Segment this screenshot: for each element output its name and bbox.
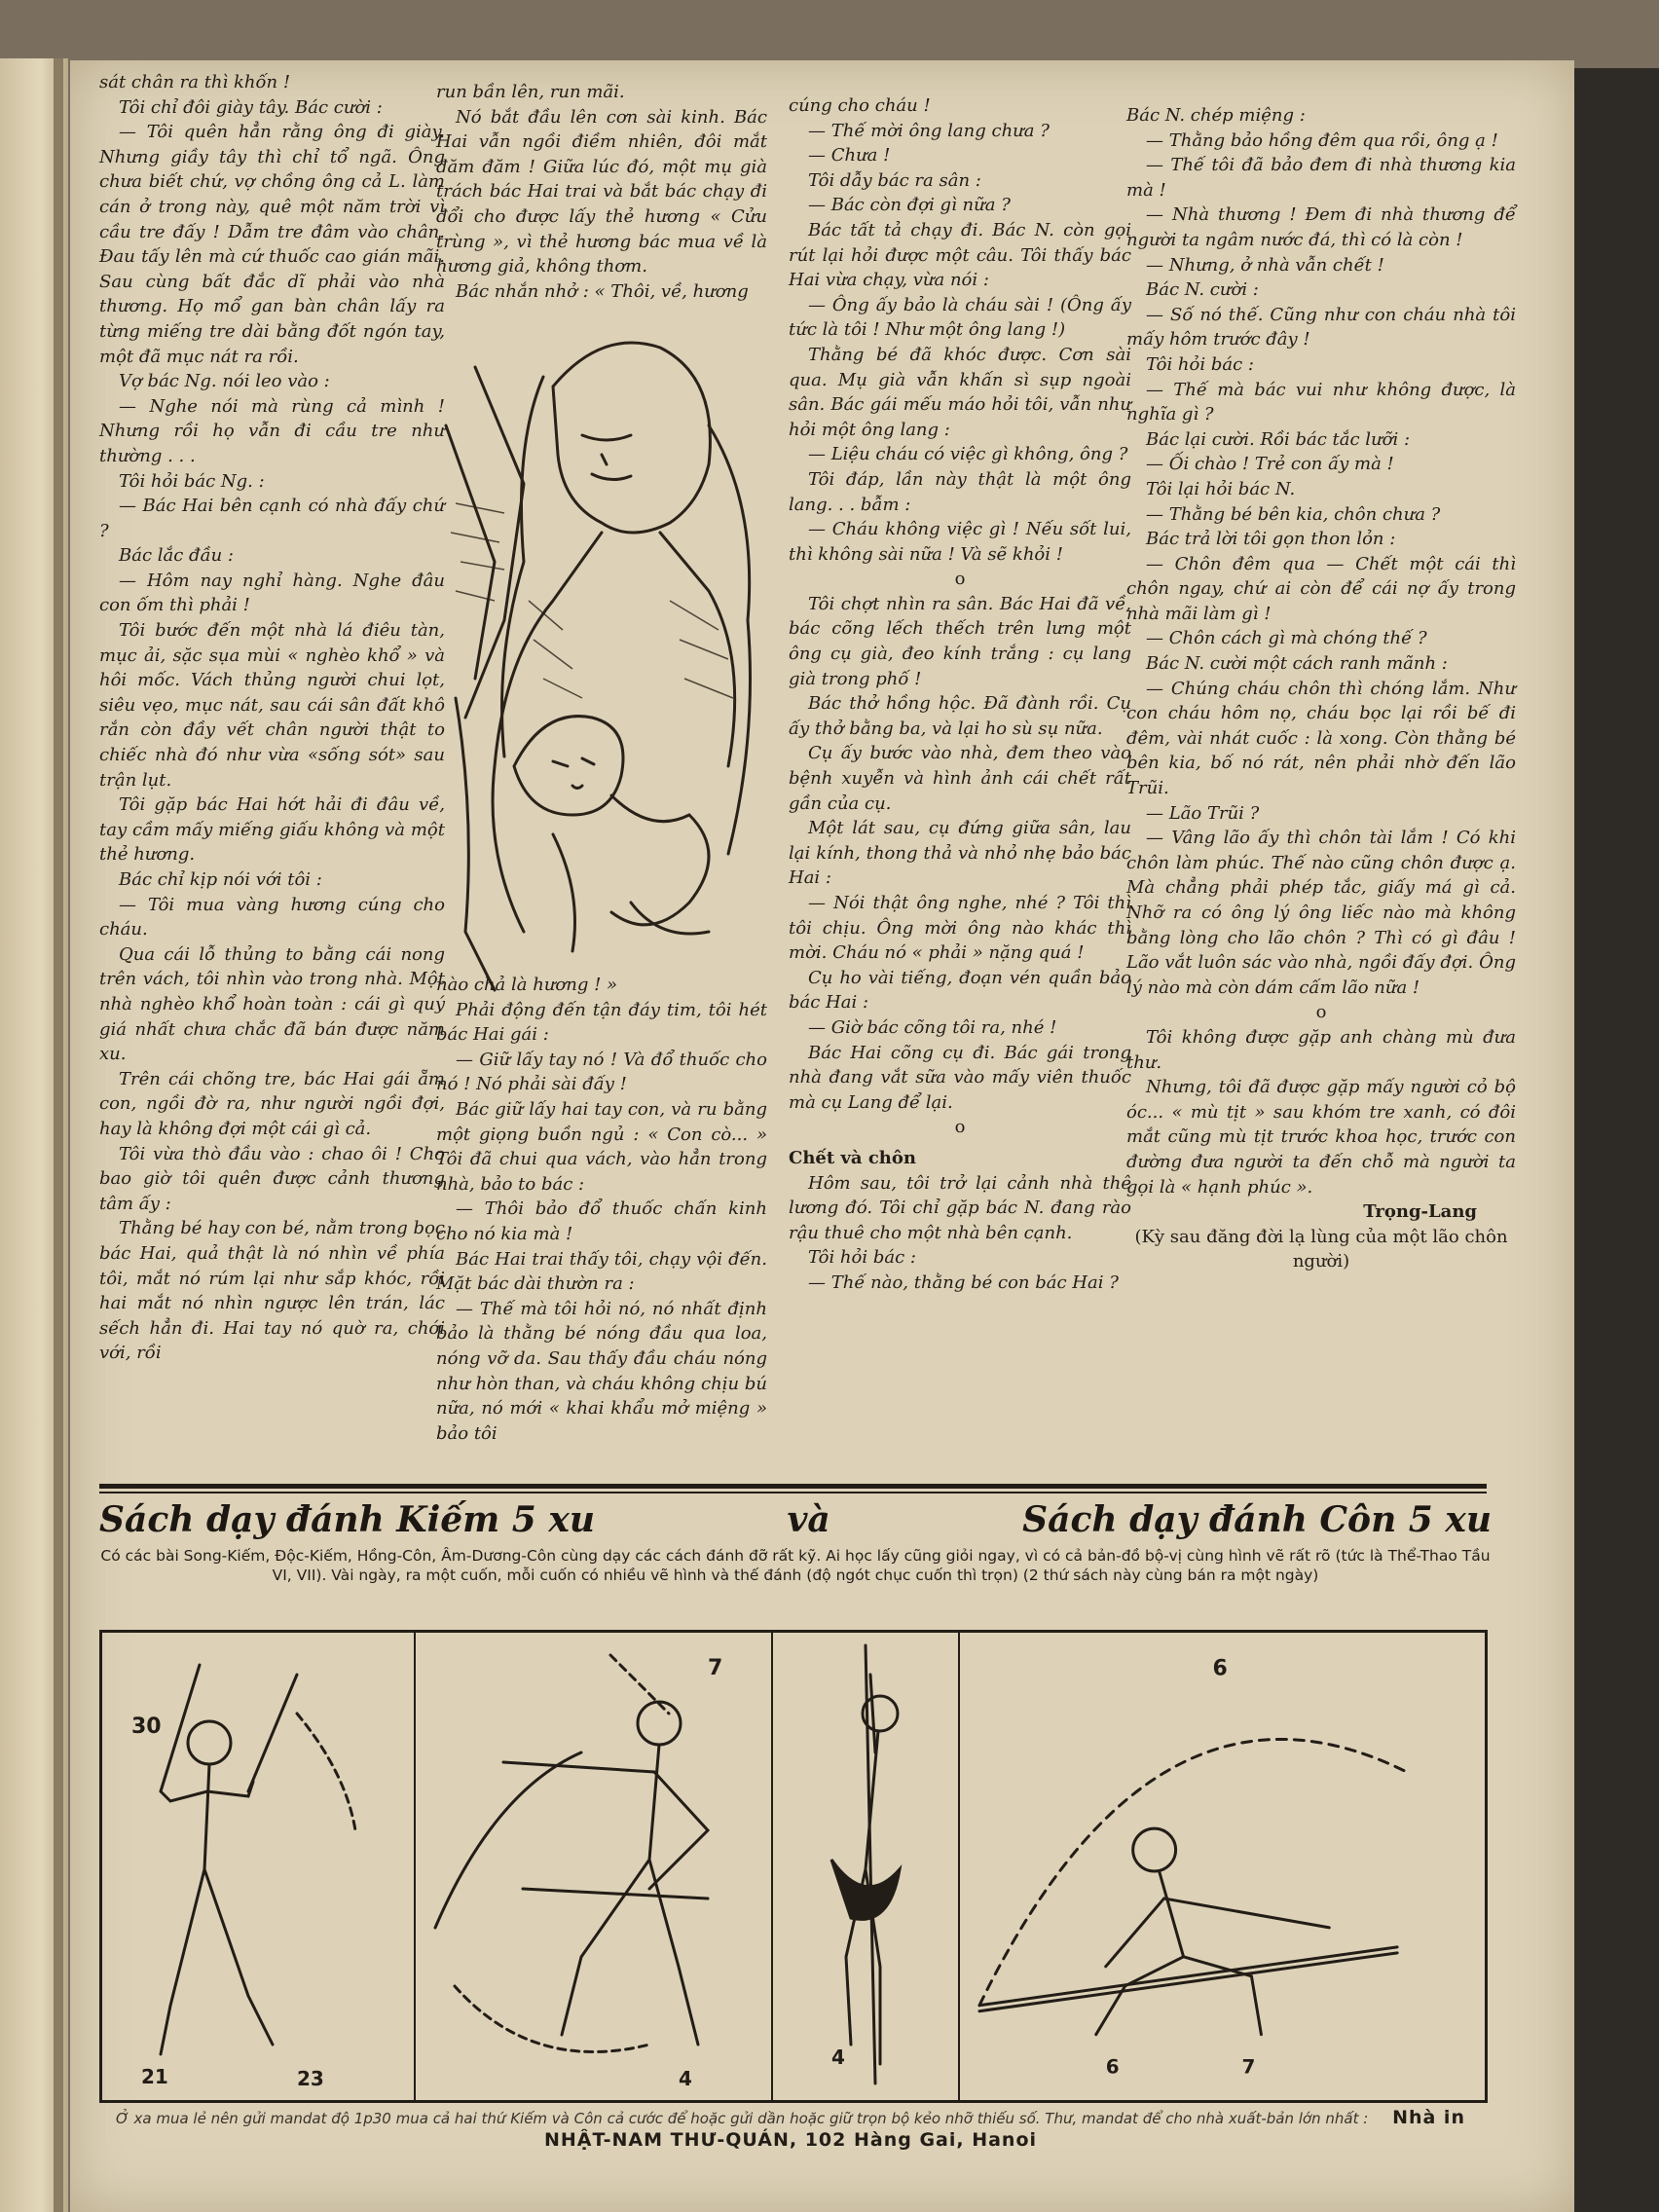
paragraph: — Giữ lấy tay nó ! Và đổ thuốc cho nó ! Nó phải sài đấy ! [436,1049,767,1095]
paragraph: Tôi chỉ đôi giày tây. Bác cười : [119,96,383,118]
article-column-3 [789,93,1131,1296]
paragraph: Phải động đến tận đáy tim, tôi hét bác Hai gái : [436,999,767,1046]
paragraph: — Thằng bé bên kia, chôn chưa ? [1146,503,1441,525]
staff-fighter-figure-1 [773,1633,958,2100]
paragraph: — Ông ấy bảo là cháu sài ! (Ông ấy tức là tôi ! Như một ông lang !) [789,294,1131,341]
sword-fighter-figure-2 [416,1633,771,2100]
section-break: o [1315,1002,1327,1023]
paragraph: — Cháu không việc gì ! Nếu sốt lui, thì không sài nữa ! Và sẽ khỏi ! [789,519,1131,565]
ad-title-conjunction: và [787,1499,830,1540]
panel-number-7: 7 [708,1656,723,1680]
paragraph: Qua cái lỗ thủng to bằng cái nong trên vách, tôi nhìn vào trong nhà. Một nhà nghèo khổ hoàn toàn : cái gì quý giá nhất chưa chắc đã bán được năm xu. [99,943,445,1065]
paragraph: — Bác Hai bên cạnh có nhà đấy chứ ? [99,496,445,541]
paragraph: Cụ ấy bước vào nhà, đem theo vào bệnh xuyễn và hình ảnh cái chết rất gần của cụ. [789,743,1131,814]
panel-number-30: 30 [131,1714,162,1739]
paragraph: Tôi chợt nhìn ra sân. Bác Hai đã về, bác cõng lếch thếch trên lưng một ông cụ già, đeo kính trắng : cụ lang già trong phố ! [789,593,1131,689]
advertisement-title [99,1499,1492,1540]
paragraph: Bác Hai cõng cụ đi. Bác gái trong nhà đang vắt sữa vào mấy viên thuốc mà cụ Lang để lại. [789,1042,1131,1113]
separator-rule [99,1484,1487,1489]
panel-number-21: 21 [141,2065,168,2088]
mother-child-drawing [436,309,777,1010]
section-heading: Chết và chôn [789,1147,916,1168]
paragraph: — Vâng lão ấy thì chôn tài lắm ! Có khi chôn làm phúc. Thế nào cũng chôn được ạ. Mà chẳng phải phép tắc, giấy má gì cả. Nhỡ ra có ông lý ông liếc nào mà không bằng lòng cho lão chôn ? Thì có gì đâu ! Lão vắt luôn sác vào nhà, ngồi đấy đợi. Ông lý nào mà còn dám cấm lão nữa ! [1126,828,1516,998]
illustration-mother-and-child [436,309,777,1010]
paragraph: Trên cái chõng tre, bác Hai gái ẵm con, ngồi đờ ra, như người ngồi đợi, hay là không đợi một cái gì cả. [99,1068,445,1139]
paragraph: Tôi hỏi bác Ng. : [119,470,265,492]
paragraph: — Thế mà tôi hỏi nó, nó nhất định bảo là thằng bé nóng đầu qua loa, nóng vỡ da. Sau thấy đầu cháu nóng như hòn than, và cháu không chịu bú nữa, nó mới « khai khẩu mở miệng » bảo tôi [436,1298,767,1444]
paragraph: Một lát sau, cụ đứng giữa sân, lau lại kính, thong thả và nhỏ nhẹ bảo bác Hai : [789,818,1131,889]
paragraph: — Liệu cháu có việc gì không, ông ? [808,444,1128,465]
paragraph: — Tôi quên hẳn rằng ông đi giày. Nhưng giầy tây thì chỉ tổ ngã. Ông chưa biết chứ, vợ chồng ông cả L. làm cán ở trong này, quê một năm trời vì cầu tre đấy ! Dẫm tre đâm vào chân. Đau tấy lên mà cứ thuốc cao gián mãi. Sau cùng bất đắc dĩ phải vào nhà thương. Họ mổ gan bàn chân lấy ra từng miếng tre dài bằng đốt ngón tay, một đã mục nát ra rồi. [99,122,445,367]
paragraph: — Bác còn đợi gì nữa ? [808,195,1011,216]
section-break: o [954,1117,966,1138]
paragraph: — Chưa ! [808,145,891,166]
newspaper-page [70,60,1574,2212]
paragraph: — Nói thật ông nghe, nhé ? Tôi thì tôi chịu. Ông mời ông nào khác thì mời. Cháu nó « phải » nặng quá ! [789,893,1131,964]
staff-fighter-figure-2 [960,1633,1485,2100]
paragraph: sát chân ra thì khốn ! [99,72,291,92]
panel-staff-stance [773,1633,960,2100]
paragraph: Bác lắc đầu : [119,545,234,567]
paragraph: — Số nó thế. Cũng như con cháu nhà tôi mấy hôm trước đây ! [1126,304,1516,350]
page-footer [90,2107,1492,2152]
paragraph: — Ối chào ! Trẻ con ấy mà ! [1146,454,1394,475]
panel-number-7b: 7 [1241,2054,1256,2079]
sword-fighter-figure-1 [102,1633,414,2100]
paragraph: Bác lại cười. Rồi bác tắc lưỡi : [1146,428,1411,450]
panel-staff-sweep [960,1633,1485,2100]
paragraph: Tôi đáp, lần này thật là một ông lang. . . bẫm : [789,468,1131,515]
next-issue-note: (Kỳ sau đăng đời lạ lùng của một lão chôn người) [1134,1226,1508,1272]
paragraph: Tôi lại hỏi bác N. [1146,478,1296,499]
paragraph: Bác chỉ kịp nói với tôi : [119,869,322,890]
article-column-2-top [436,80,767,304]
paragraph: Bác tất tả chạy đi. Bác N. còn gọi rút lại hỏi được một câu. Tôi thấy bác Hai vừa chạy, vừa nói : [789,219,1131,291]
panel-number-23: 23 [297,2067,324,2090]
paragraph: — Lão Trũi ? [1146,802,1260,824]
paragraph: Tôi hỏi bác : [808,1247,916,1269]
paragraph: — Thế mời ông lang chưa ? [808,120,1050,141]
binding-shadow [54,58,63,2212]
printer-imprint: Nhà in NHẬT-NAM THƯ-QUÁN, 102 Hàng Gai, Hanoi [543,2107,1465,2151]
paragraph: Thằng bé đã khóc được. Cơn sài qua. Mụ già vẫn khấn sì sụp ngoài sân. Bác gái mếu máo hỏi tôi, vẫn như hỏi một ông lang : [789,344,1131,440]
paragraph: cúng cho cháu ! [789,95,931,116]
paragraph: — Giờ bác cõng tôi ra, nhé ! [808,1016,1057,1038]
panel-sword-stance [102,1633,416,2100]
paragraph: Vợ bác Ng. nói leo vào : [119,371,330,392]
paragraph: Tôi hỏi bác : [1146,353,1254,375]
paragraph: — Thế mà bác vui như không được, là nghĩa gì ? [1126,379,1516,425]
paragraph: Tôi gặp bác Hai hớt hải đi đâu về, tay cầm mấy miếng giấu không và một thẻ hương. [99,794,445,866]
paragraph: Bác nhắn nhở : « Thôi, về, hương [456,280,749,302]
paragraph: Bác giữ lấy hai tay con, và ru bằng một giọng buồn ngủ : « Con cò... » Tôi đã chui qua vách, vào hẳn trong nhà, bảo to bác : [436,1098,767,1195]
paragraph: — Tôi mua vàng hương cúng cho cháu. [99,894,445,940]
paragraph: Tôi không được gặp anh chàng mù đưa thư. [1126,1026,1516,1073]
ad-title-staff-book: Sách dạy đánh Côn 5 xu [1022,1499,1492,1540]
paragraph: Thằng bé hay con bé, nằm trong bọc bác Hai, quả thật là nó nhìn về phía tôi, mắt nó rúm lại như sắp khóc, rồi hai mắt nó nhìn ngược lên trán, lác sếch hẳn đi. Hai tay nó quờ ra, chới với, rồi [99,1218,445,1364]
advertisement-body: Có các bài Song-Kiếm, Độc-Kiếm, Hồng-Côn, Âm-Dương-Côn cùng dạy các cách đánh đỡ rất kỹ. Ai học lấy cũng giỏi ngay, vì có cả bản-đồ bộ-vị cùng hình vẽ rất rõ (tức là Thể-Thao Tầu VI, VII). Vài ngày, ra một cuốn, mỗi cuốn có nhiều vẽ hình và thế đánh (độ ngót chục cuốn thì trọn) (2 thứ sách này cùng bán ra một ngày) [100,1547,1491,1584]
paragraph: — Chúng cháu chôn thì chóng lắm. Như con cháu hôm nọ, cháu bọc lại rồi bế đi đêm, vài nhát cuốc : là xong. Còn thằng bé bên kia, bố nó rát, nên phải nhờ đến lão Trũi. [1126,678,1516,799]
panel-number-6b: 6 [1105,2054,1120,2079]
paragraph: Tôi dẫy bác ra sân : [808,169,981,191]
panel-number-4: 4 [679,2067,692,2090]
paragraph: Bác N. cười : [1146,279,1259,301]
paragraph: Hôm sau, tôi trở lại cảnh nhà thê lương đó. Tôi chỉ gặp bác N. đang rào rậu thuê cho một nhà bên cạnh. [789,1172,1131,1243]
article-column-1 [99,70,445,1366]
article-column-4 [1126,103,1516,1274]
footer-order-note: Ở xa mua lẻ nên gửi mandat độ 1p30 mua cả hai thứ Kiếm và Côn cả cước để hoặc gửi dần hoặc giữ trọn bộ kẻo nhỡ thiếu số. Thư, mandat để cho nhà xuất-bản lớn nhất : [116,2110,1369,2127]
paragraph: Bác N. cười một cách ranh mãnh : [1146,653,1448,675]
panel-number-4b: 4 [831,2046,845,2069]
paragraph: — Nghe nói mà rùng cả mình ! Nhưng rồi họ vẫn đi cầu tre như thường . . . [99,395,445,466]
paragraph: Bác thở hồng hộc. Đã đành rồi. Cụ ấy thở bằng ba, và lại ho sù sụ nữa. [789,693,1131,739]
paragraph: — Nhưng, ở nhà vẫn chết ! [1146,254,1384,276]
paragraph: — Chôn đêm qua — Chết một cái thì chôn ngay, chứ ai còn để cái nợ ấy trong nhà mãi làm gì ! [1126,553,1516,624]
paragraph: Bác trả lời tôi gọn thon lỏn : [1146,529,1396,550]
separator-rule-thin [99,1492,1487,1493]
paragraph: — Thế nào, thằng bé con bác Hai ? [808,1272,1119,1293]
panel-sword-lunge [416,1633,773,2100]
martial-arts-panels [99,1630,1488,2103]
paragraph: — Thôi bảo đổ thuốc chấn kinh cho nó kia mà ! [436,1198,767,1244]
paragraph: — Thằng bảo hồng đêm qua rồi, ông ạ ! [1146,129,1498,151]
paragraph: Tôi vừa thò đầu vào : chao ôi ! Cho bao giờ tôi quên được cảnh thương tâm ấy : [99,1143,445,1214]
paragraph: — Hôm nay nghỉ hàng. Nghe đâu con ốm thì phải ! [99,570,445,616]
book-cover-edge [1574,68,1659,2212]
paragraph: Nhưng, tôi đã được gặp mấy người cỏ bộ óc... « mù tịt » sau khóm tre xanh, có đôi mắt cũng mù tịt trước khoa học, trước con đường đưa người ta đến chỗ mà người ta gọi là « hạnh phúc ». [1126,1077,1516,1198]
author-signature: Trọng-Lang [1363,1201,1477,1223]
paragraph: run bần lên, run mãi. [436,82,625,102]
panel-number-6: 6 [1212,1656,1228,1681]
paragraph: — Nhà thương ! Đem đi nhà thương để người ta ngâm nước đá, thì có là còn ! [1126,204,1516,250]
section-break: o [954,569,966,590]
paragraph: — Chôn cách gì mà chóng thế ? [1146,628,1427,649]
paragraph: Bác N. chép miệng : [1126,105,1306,126]
paragraph: Nó bắt đầu lên cơn sài kinh. Bác Hai vẫn ngồi điềm nhiên, đôi mắt đăm đăm ! Giữa lúc đó, một mụ già trách bác Hai trai và bắt bác chạy đi đổi cho được lấy thẻ hương « Cửu trùng », vì thẻ hương bác mua về là hương giả, không thơm. [436,106,767,277]
paragraph: nào chả là hương ! » [436,975,618,995]
paragraph: Bác Hai trai thấy tôi, chạy vội đến. Mặt bác dài thườn ra : [436,1248,767,1295]
article-column-2-bottom [436,973,767,1446]
ad-title-sword-book: Sách dạy đánh Kiếm 5 xu [99,1499,595,1540]
paragraph: — Thế tôi đã bảo đem đi nhà thương kia mà ! [1126,155,1516,201]
paragraph: Tôi bước đến một nhà lá điêu tàn, mục ải, sặc sụa mùi « nghèo khổ » và hôi mốc. Vách thủng người chui lọt, siêu vẹo, mục nát, sau cái sân đất khô rắn còn đầy vết chân người thật to chiếc nhà đó như vừa «sống sót» sau trận lụt. [99,620,445,791]
paragraph: Cụ ho vài tiếng, đoạn vén quần bảo bác Hai : [789,967,1131,1014]
